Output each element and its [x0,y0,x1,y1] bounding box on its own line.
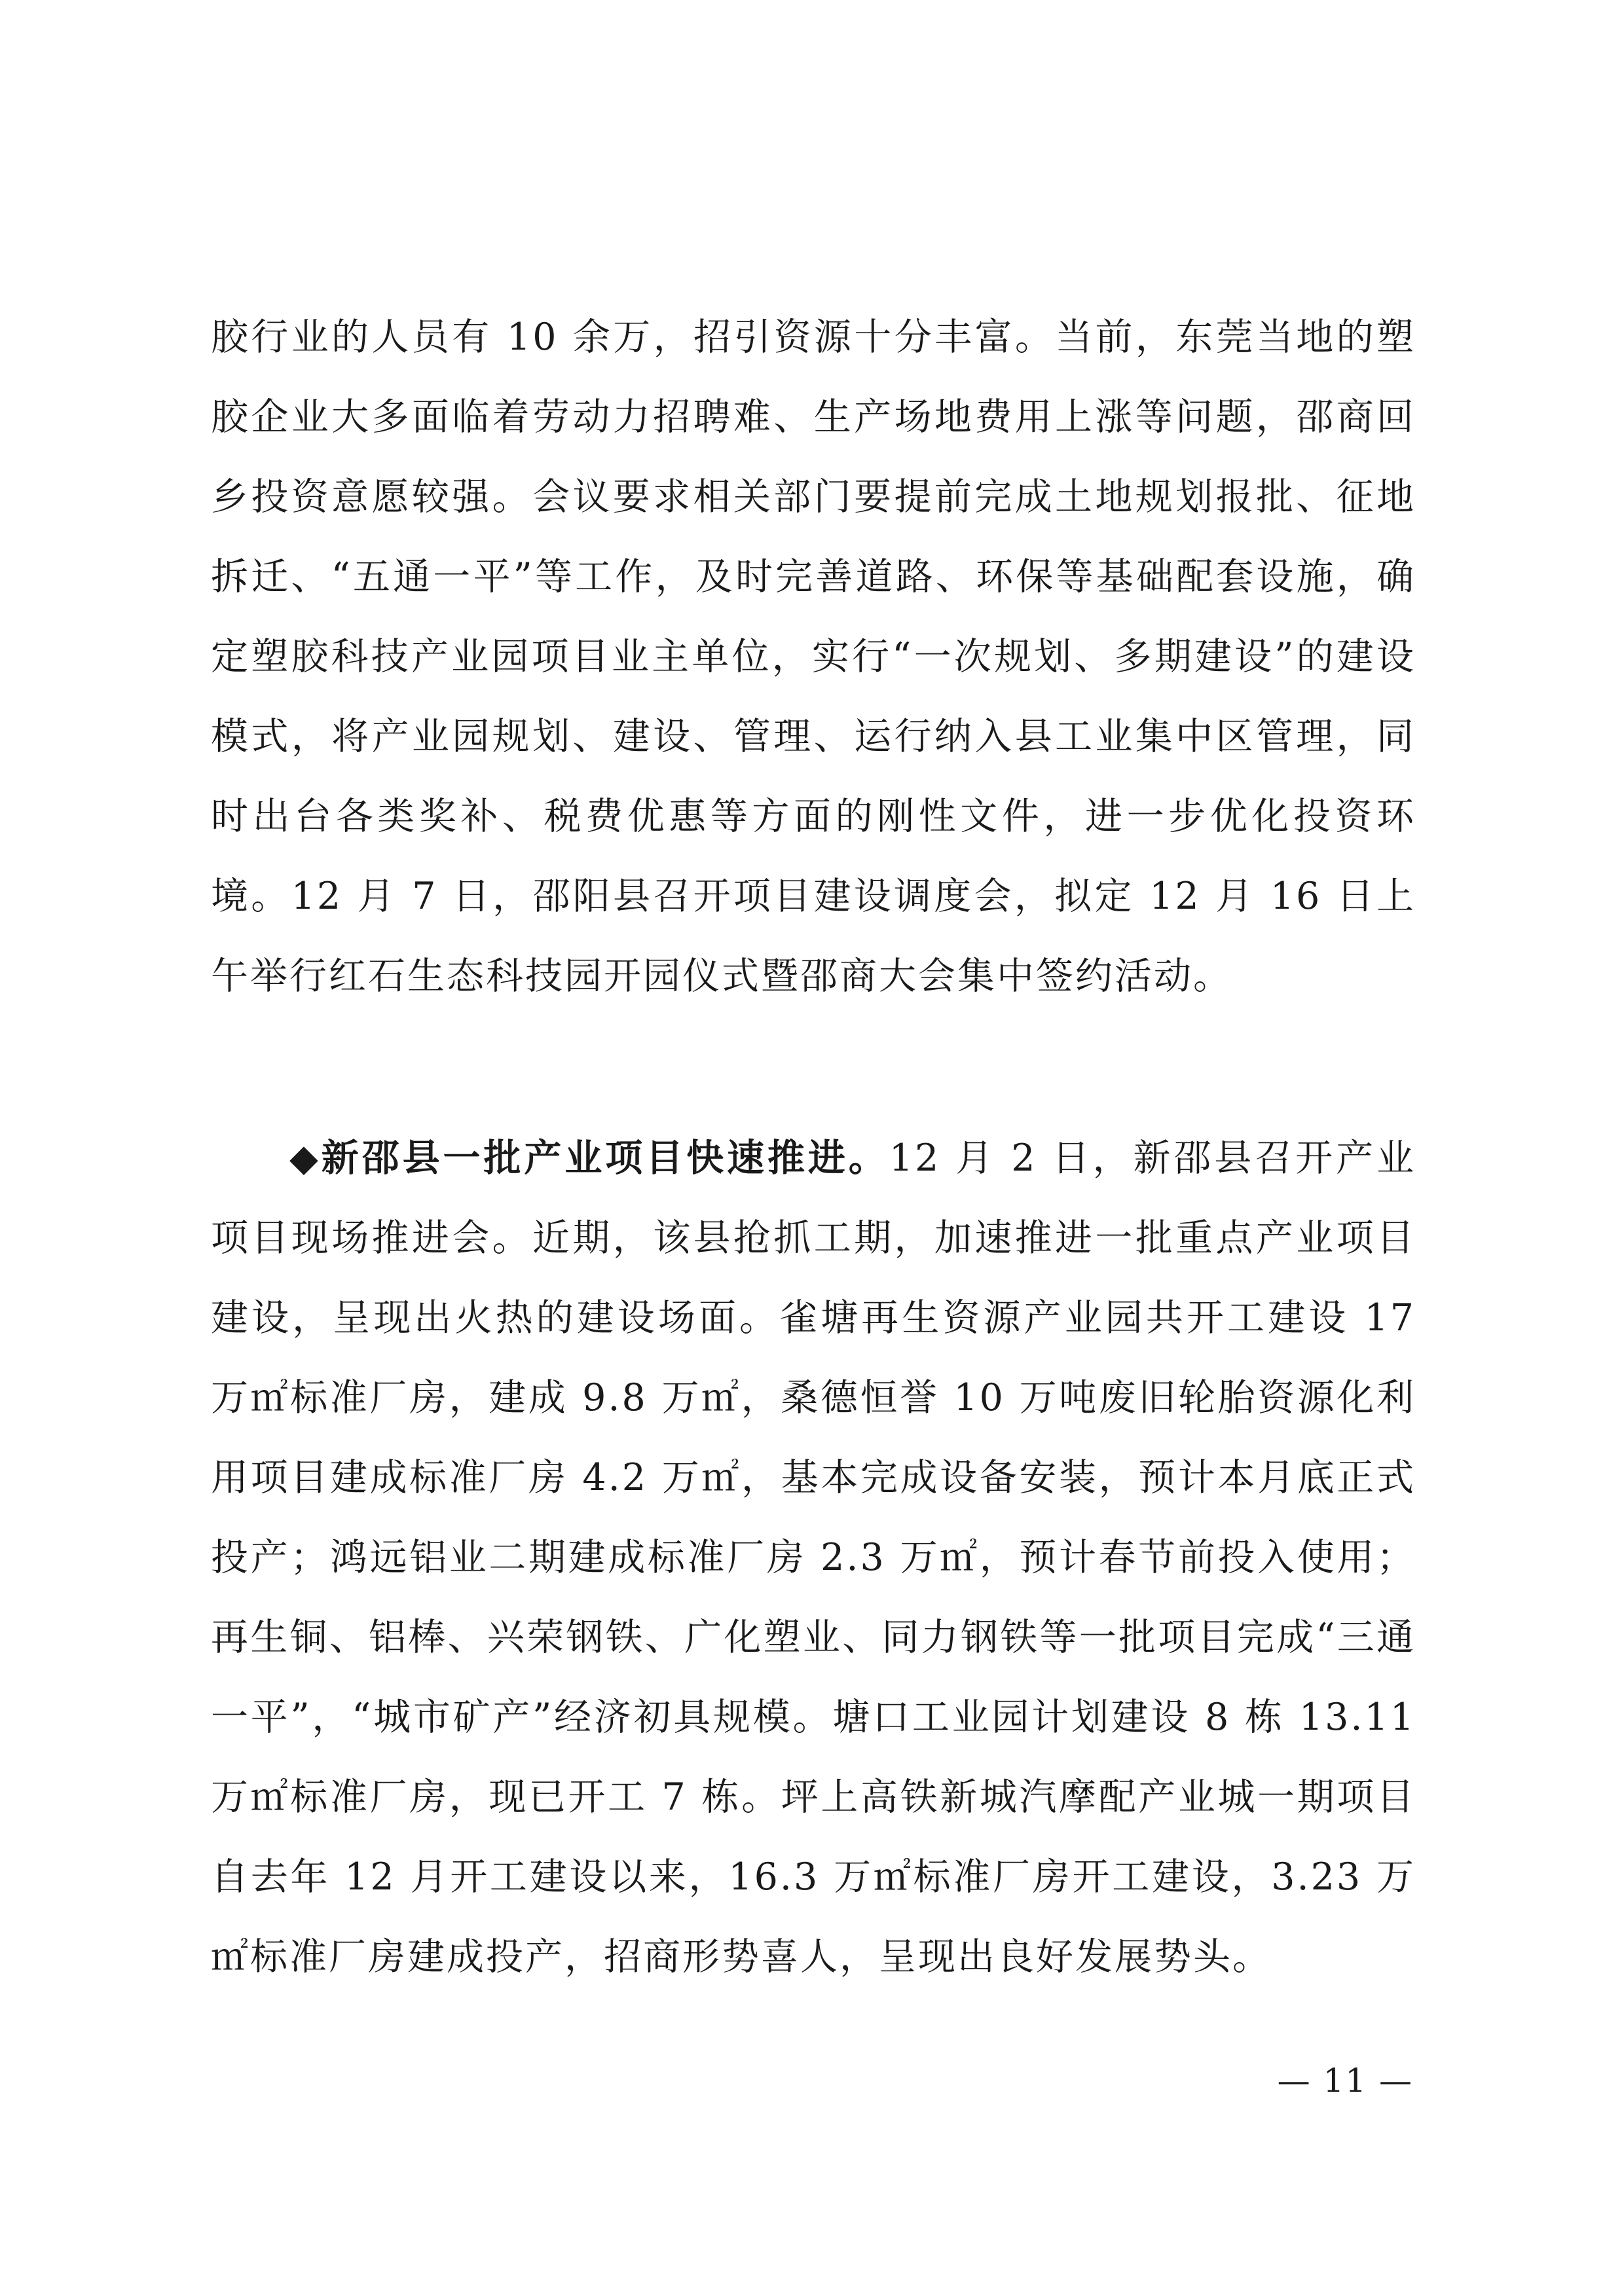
paragraph-text: 胶行业的人员有 10 余万，招引资源十分丰富。当前，东莞当地的塑胶企业大多面临着劳动力招聘难、生产场地费用上涨等问题，邵商回乡投资意愿较强。会议要求相关部门要提前完成土地规划报批、征地拆迁、“五通一平”等工作，及时完善道路、环保等基础配套设施，确定塑胶科技产业园项目业主单位，实行“一次规划、多期建设”的建设模式，将产业园规划、建设、管理、运行纳入县工业集中区管理，同时出台各类奖补、税费优惠等方面的刚性文件，进一步优化投资环境。12 月 7 日，邵阳县召开项目建设调度会，拟定 12 月 16 日上午举行红石生态科技园开园仪式暨邵商大会集中签约活动。 [211,316,1416,998]
body-text-section-1 [211,297,1416,1016]
paragraph-continuation [211,297,1416,1016]
paragraph-text: 12 月 2 日，新邵县召开产业项目现场推进会。近期，该县抢抓工期，加速推进一批重点产业项目建设，呈现出火热的建设场面。雀塘再生资源产业园共开工建设 17 万㎡标准厂房，建成 9.8 万㎡，桑德恒誉 10 万吨废旧轮胎资源化利用项目建成标准厂房 4.2 万㎡，基本完成设备安装，预计本月底正式投产；鸿远铝业二期建成标准厂房 2.3 万㎡，预计春节前投入使用；再生铜、铝棒、兴荣钢铁、广化塑业、同力钢铁等一批项目完成“三通一平”，“城市矿产”经济初具规模。塘口工业园计划建设 8 栋 13.11 万㎡标准厂房，现已开工 7 栋。坪上高铁新城汽摩配产业城一期项目自去年 12 月开工建设以来，16.3 万㎡标准厂房开工建设，3.23 万㎡标准厂房建成投产，招商形势喜人，呈现出良好发展势头。 [211,1137,1416,1978]
paragraph-xinshao-projects [211,1118,1416,1997]
page-number: — 11 — [1277,2062,1413,2100]
paragraph-lead-heading: ◆新邵县一批产业项目快速推进。 [289,1136,889,1180]
body-text-section-2 [211,1118,1416,1997]
